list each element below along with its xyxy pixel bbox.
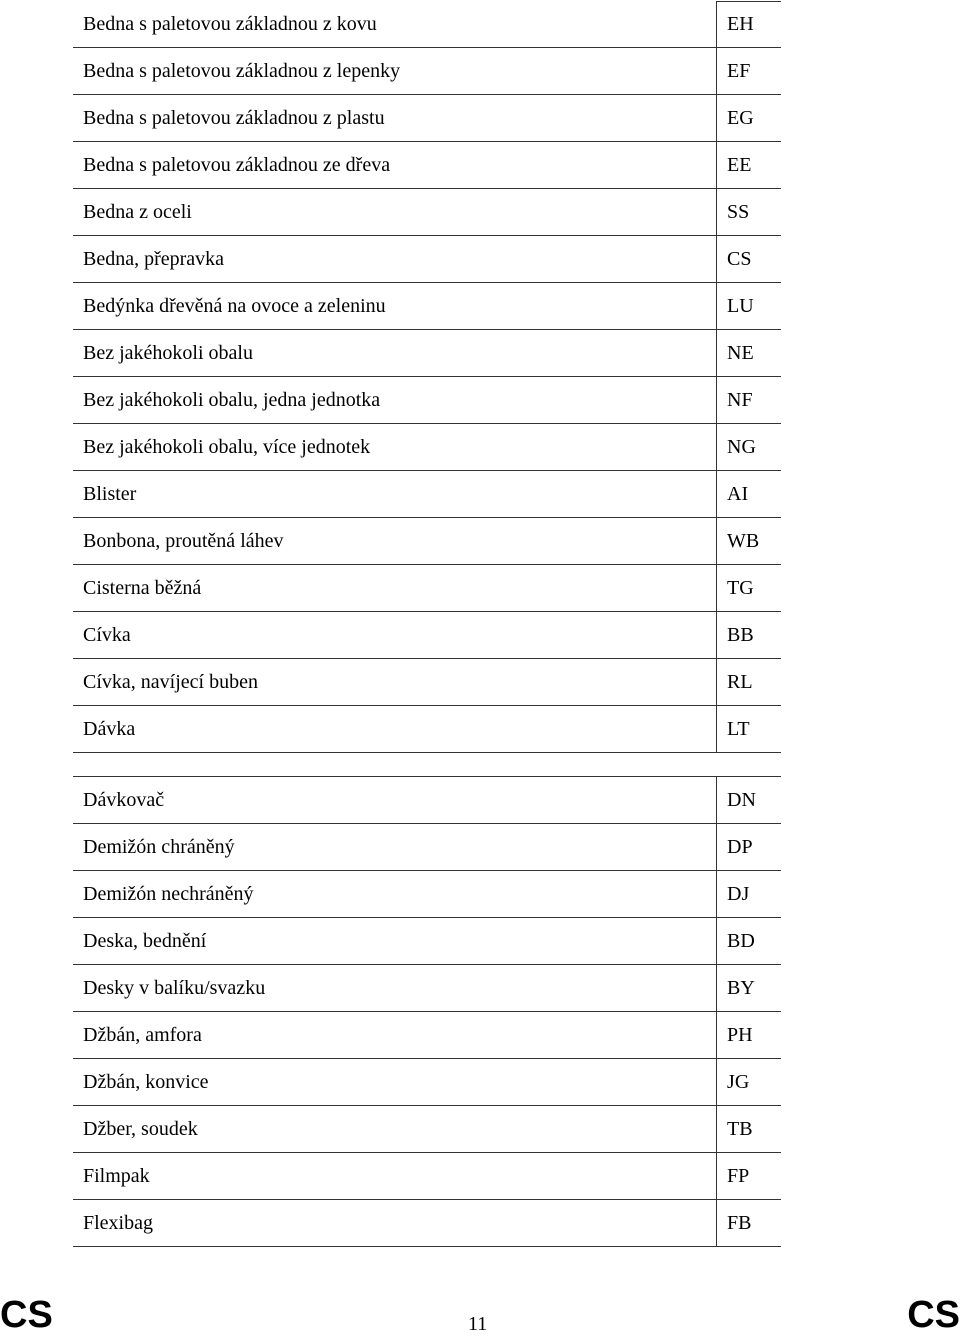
table-row (73, 330, 781, 377)
packaging-code-cell: WB (717, 518, 781, 565)
packaging-name-cell: Džber, soudek (73, 1106, 717, 1153)
packaging-codes-table-part2 (73, 776, 781, 1247)
table-row (73, 965, 781, 1012)
packaging-code-cell: NG (717, 424, 781, 471)
table-body-part1 (73, 1, 781, 753)
packaging-name-cell: Bez jakéhokoli obalu, jedna jednotka (73, 377, 717, 424)
packaging-name-cell: Cívka (73, 612, 717, 659)
table-row (73, 659, 781, 706)
packaging-name-cell: Bedna s paletovou základnou z plastu (73, 95, 717, 142)
packaging-name-cell: Filmpak (73, 1153, 717, 1200)
table-row (73, 777, 781, 824)
table-row (73, 1106, 781, 1153)
table-row (73, 95, 781, 142)
packaging-code-cell: CS (717, 236, 781, 283)
packaging-code-cell: DN (717, 777, 781, 824)
packaging-name-cell: Cívka, navíjecí buben (73, 659, 717, 706)
packaging-code-cell: SS (717, 189, 781, 236)
page-number: 11 (468, 1313, 488, 1335)
packaging-name-cell: Džbán, konvice (73, 1059, 717, 1106)
table-row (73, 1012, 781, 1059)
packaging-name-cell: Bedna s paletovou základnou z kovu (73, 1, 717, 48)
table-row (73, 918, 781, 965)
packaging-code-cell: TB (717, 1106, 781, 1153)
packaging-code-cell: AI (717, 471, 781, 518)
table-row (73, 518, 781, 565)
table-row (73, 142, 781, 189)
table-row (73, 1, 781, 48)
language-code-left: CS (0, 1294, 53, 1336)
table-row (73, 871, 781, 918)
table-row (73, 1153, 781, 1200)
packaging-code-cell: PH (717, 1012, 781, 1059)
packaging-code-cell: EE (717, 142, 781, 189)
packaging-code-cell: RL (717, 659, 781, 706)
packaging-name-cell: Bonbona, proutěná láhev (73, 518, 717, 565)
packaging-code-cell: LU (717, 283, 781, 330)
packaging-name-cell: Dávka (73, 706, 717, 753)
packaging-code-cell: EG (717, 95, 781, 142)
packaging-codes-table-part1 (73, 1, 781, 753)
table-row (73, 612, 781, 659)
packaging-name-cell: Bedna s paletovou základnou ze dřeva (73, 142, 717, 189)
packaging-code-cell: BB (717, 612, 781, 659)
packaging-code-cell: BY (717, 965, 781, 1012)
table-row (73, 1059, 781, 1106)
language-code-right: CS (907, 1294, 960, 1336)
packaging-code-cell: DJ (717, 871, 781, 918)
packaging-name-cell: Bez jakéhokoli obalu, více jednotek (73, 424, 717, 471)
packaging-name-cell: Demižón nechráněný (73, 871, 717, 918)
table-row (73, 824, 781, 871)
packaging-name-cell: Bez jakéhokoli obalu (73, 330, 717, 377)
packaging-code-cell: NF (717, 377, 781, 424)
packaging-code-cell: EF (717, 48, 781, 95)
packaging-code-cell: EH (717, 1, 781, 48)
packaging-code-cell: FB (717, 1200, 781, 1247)
packaging-name-cell: Bedna s paletovou základnou z lepenky (73, 48, 717, 95)
table-row (73, 48, 781, 95)
table-row (73, 706, 781, 753)
packaging-name-cell: Bedna, přepravka (73, 236, 717, 283)
packaging-name-cell: Cisterna běžná (73, 565, 717, 612)
packaging-code-cell: FP (717, 1153, 781, 1200)
table-row (73, 283, 781, 330)
packaging-name-cell: Deska, bednění (73, 918, 717, 965)
packaging-name-cell: Bedna z oceli (73, 189, 717, 236)
packaging-name-cell: Džbán, amfora (73, 1012, 717, 1059)
packaging-name-cell: Desky v balíku/svazku (73, 965, 717, 1012)
table-row (73, 424, 781, 471)
packaging-name-cell: Blister (73, 471, 717, 518)
table-body-part2 (73, 777, 781, 1247)
packaging-code-cell: NE (717, 330, 781, 377)
packaging-name-cell: Flexibag (73, 1200, 717, 1247)
table-row (73, 377, 781, 424)
packaging-code-cell: JG (717, 1059, 781, 1106)
table-row (73, 565, 781, 612)
packaging-code-cell: TG (717, 565, 781, 612)
table-row (73, 189, 781, 236)
table-row (73, 236, 781, 283)
packaging-name-cell: Bedýnka dřevěná na ovoce a zeleninu (73, 283, 717, 330)
table-row (73, 471, 781, 518)
packaging-name-cell: Demižón chráněný (73, 824, 717, 871)
packaging-code-cell: LT (717, 706, 781, 753)
packaging-code-cell: DP (717, 824, 781, 871)
packaging-code-cell: BD (717, 918, 781, 965)
table-row (73, 1200, 781, 1247)
packaging-name-cell: Dávkovač (73, 777, 717, 824)
